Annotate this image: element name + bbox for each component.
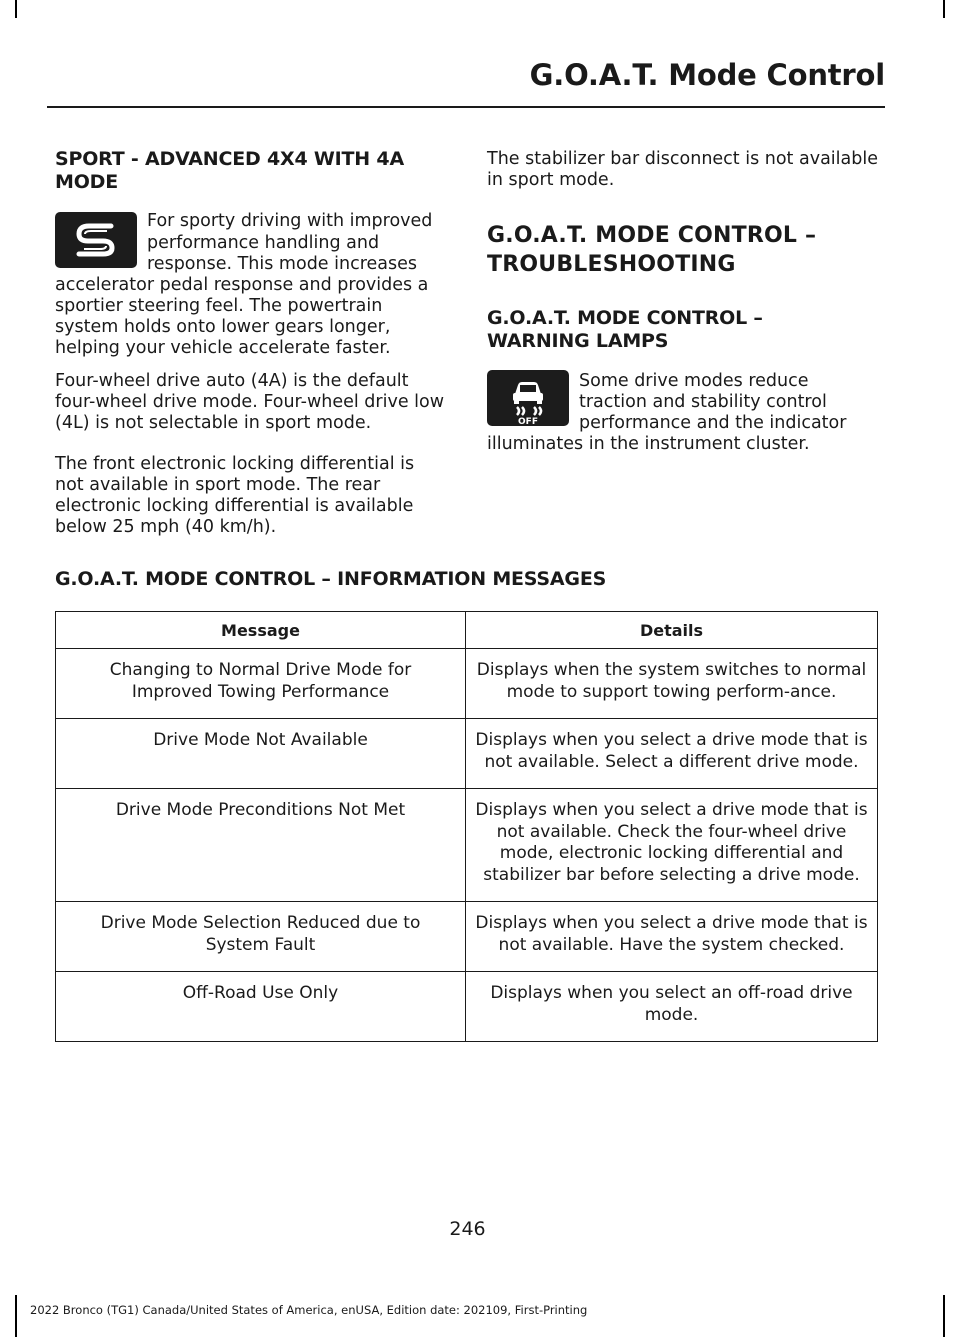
- crop-mark-top-left: [15, 0, 17, 18]
- troubleshooting-heading-line-1: G.O.A.T. MODE CONTROL –: [487, 223, 817, 248]
- crop-mark-top-right: [943, 0, 945, 18]
- troubleshooting-heading-line-2: TROUBLESHOOTING: [487, 252, 736, 277]
- details-cell: Displays when you select a drive mode that is not available. Select a different drive mode.: [466, 719, 878, 789]
- information-messages-heading: G.O.A.T. MODE CONTROL – INFORMATION MESSAGES: [55, 568, 607, 590]
- details-cell: Displays when you select a drive mode that is not available. Check the four-wheel drive mode, electronic locking differential and stabilizer bar before selecting a drive mode.: [466, 789, 878, 902]
- warning-line-1: Some drive modes reduce: [579, 371, 809, 391]
- sport-intro-line-2: performance handling and: [147, 233, 380, 253]
- table-row: [56, 972, 878, 1042]
- crop-mark-bottom-left: [15, 1295, 17, 1337]
- column-header-message: Message: [56, 612, 466, 649]
- header-divider: [47, 106, 885, 108]
- crop-mark-bottom-right: [943, 1295, 945, 1337]
- details-cell: Displays when the system switches to normal mode to support towing perform-ance.: [466, 649, 878, 719]
- table-row: [56, 902, 878, 972]
- message-cell: Drive Mode Selection Reduced due to System Fault: [56, 902, 466, 972]
- sport-paragraph-4wd: Four-wheel drive auto (4A) is the default four-wheel drive mode. Four-wheel drive low (4L) is not selectable in sport mode.: [55, 371, 445, 433]
- section-heading-sport: SPORT - ADVANCED 4X4 WITH 4A MODE: [55, 148, 404, 193]
- information-messages-table: [55, 611, 878, 1042]
- table-row: [56, 789, 878, 902]
- page-number: 246: [449, 1218, 486, 1240]
- traction-control-off-icon: [487, 370, 569, 426]
- message-cell: Drive Mode Preconditions Not Met: [56, 789, 466, 902]
- warning-continued: illuminates in the instrument cluster.: [487, 434, 810, 454]
- warning-line-2: traction and stability control: [579, 392, 827, 412]
- sport-intro-line-3: response. This mode increases: [147, 254, 418, 274]
- sport-paragraph-differential: The front electronic locking differential is not available in sport mode. The rear electronic locking differential is available below 25 mph (40 km/h).: [55, 454, 415, 537]
- table-row: [56, 649, 878, 719]
- table-header-row: [56, 612, 878, 649]
- sport-intro-line-1: For sporty driving with improved: [147, 211, 433, 231]
- column-header-details: Details: [466, 612, 878, 649]
- warning-line-3: performance and the indicator: [579, 413, 847, 433]
- icon-off-label: OFF: [518, 417, 538, 426]
- details-cell: Displays when you select an off-road drive mode.: [466, 972, 878, 1042]
- warning-lamps-heading: G.O.A.T. MODE CONTROL – WARNING LAMPS: [487, 307, 763, 352]
- details-cell: Displays when you select a drive mode that is not available. Have the system checked.: [466, 902, 878, 972]
- sport-mode-s-icon: [55, 212, 137, 268]
- page-title: G.O.A.T. Mode Control: [529, 58, 885, 92]
- table-row: [56, 719, 878, 789]
- message-cell: Off-Road Use Only: [56, 972, 466, 1042]
- message-cell: Changing to Normal Drive Mode for Improved Towing Performance: [56, 649, 466, 719]
- edition-footer: 2022 Bronco (TG1) Canada/United States of America, enUSA, Edition date: 202109, First-Printing: [30, 1303, 588, 1317]
- stabilizer-paragraph: The stabilizer bar disconnect is not available in sport mode.: [487, 149, 878, 190]
- message-cell: Drive Mode Not Available: [56, 719, 466, 789]
- sport-intro-continued: accelerator pedal response and provides a sportier steering feel. The powertrain system holds onto lower gears longer, helping your vehicle accelerate faster.: [55, 275, 429, 358]
